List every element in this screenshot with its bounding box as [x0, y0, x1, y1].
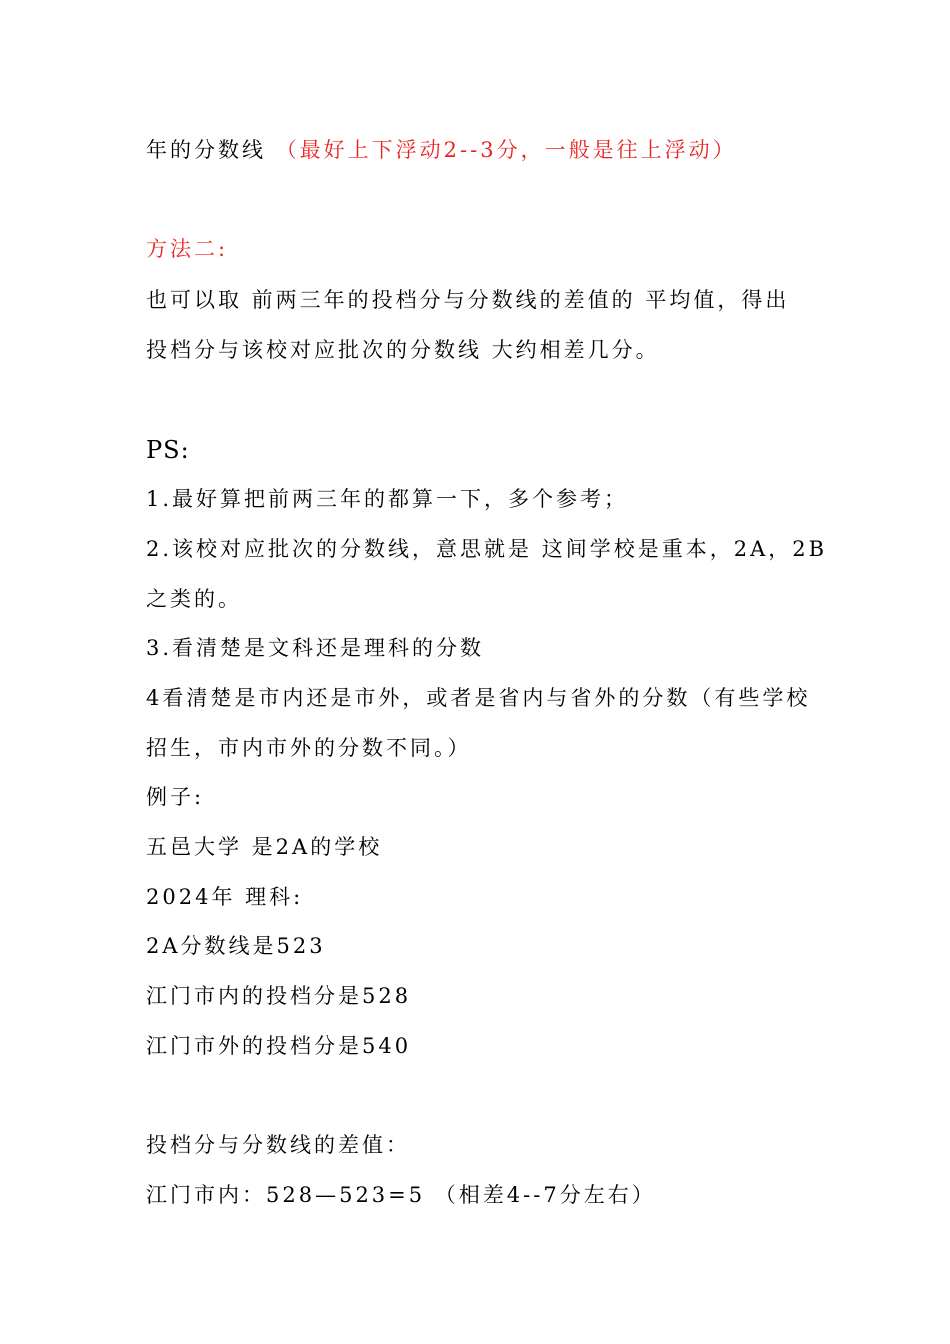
example-school: 五邑大学 是2A的学校 — [146, 835, 383, 859]
diff-inner-city: 江门市内：528—523=5 （相差4--7分左右） — [146, 1183, 656, 1207]
method2-line1: 也可以取 前两三年的投档分与分数线的差值的 平均值，得出 — [146, 288, 790, 312]
ps-item-2-line2: 之类的。 — [146, 587, 242, 611]
example-outer-city: 江门市外的投档分是540 — [146, 1034, 412, 1058]
example-line-score: 2A分数线是523 — [146, 934, 326, 958]
ps-item-1: 1.最好算把前两三年的都算一下，多个参考； — [146, 487, 629, 511]
ps-item-4-line1: 4看清楚是市内还是市外，或者是省内与省外的分数（有些学校 — [146, 686, 811, 710]
example-heading: 例子: — [146, 785, 205, 809]
ps-heading: PS: — [146, 436, 190, 464]
ps-item-2-line1: 2.该校对应批次的分数线，意思就是 这间学校是重本，2A，2B — [146, 537, 828, 561]
example-inner-city: 江门市内的投档分是528 — [146, 984, 412, 1008]
ps-item-3: 3.看清楚是文科还是理科的分数 — [146, 636, 485, 660]
intro-prefix: 年的分数线 — [146, 138, 276, 162]
intro-line — [146, 135, 737, 165]
method2-line2: 投档分与该校对应批次的分数线 大约相差几分。 — [146, 338, 660, 362]
intro-note: （最好上下浮动2--3分，一般是往上浮动） — [275, 138, 737, 162]
method2-heading: 方法二: — [146, 237, 229, 261]
ps-item-4-line2: 招生，市内市外的分数不同。） — [146, 736, 472, 760]
diff-heading: 投档分与分数线的差值： — [146, 1133, 410, 1157]
example-year: 2024年 理科: — [146, 885, 304, 909]
